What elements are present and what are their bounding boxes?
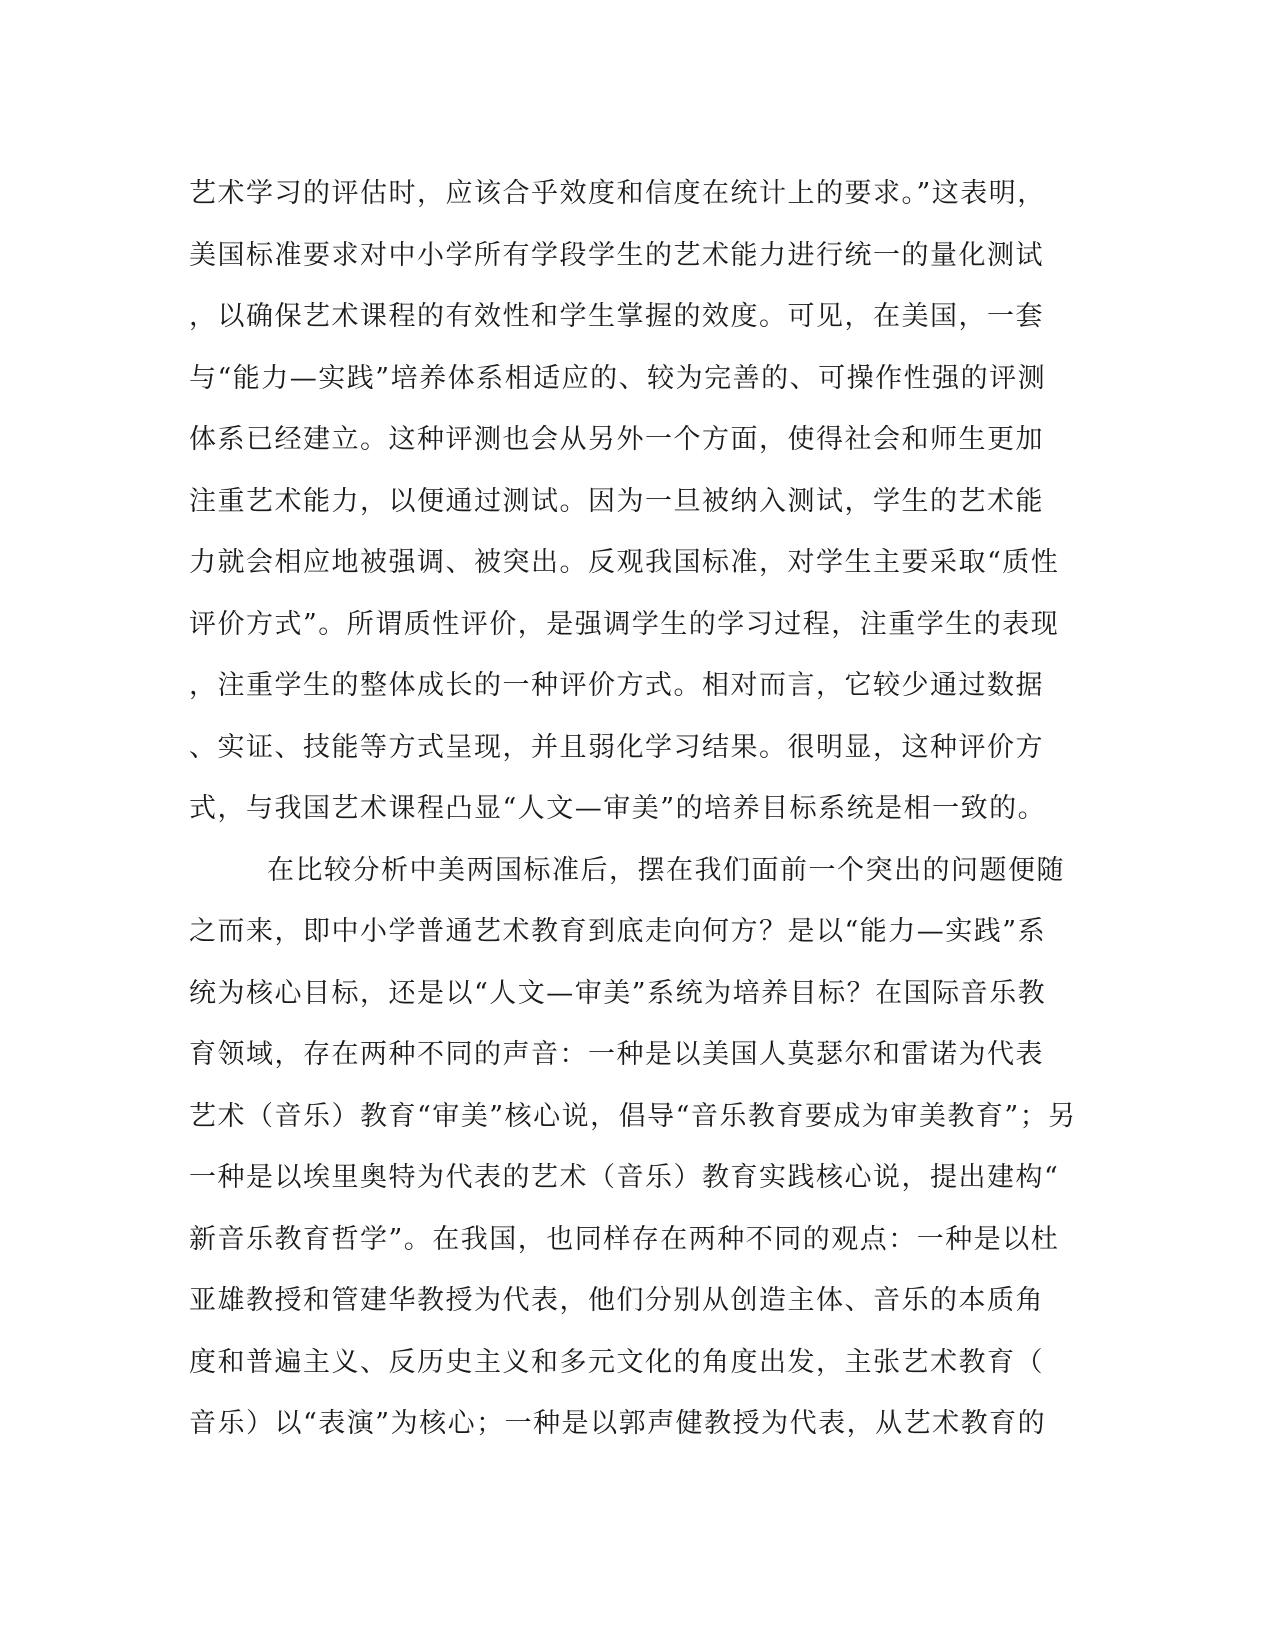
- text-line: 之而来，即中小学普通艺术教育到底走向何方？是以“能力—实践”系: [189, 916, 1047, 947]
- text-line: 音乐）以“表演”为核心；一种是以郭声健教授为代表，从艺术教育的: [189, 1408, 1047, 1439]
- text-line: 与“能力—实践”培养体系相适应的、较为完善的、可操作性强的评测: [189, 362, 1047, 394]
- text-line: 一种是以埃里奥特为代表的艺术（音乐）教育实践核心说，提出建构“: [189, 1162, 1060, 1193]
- text-line: 艺术学习的评估时，应该合乎效度和信度在统计上的要求。”这表明，: [189, 178, 1046, 209]
- text-line: ，注重学生的整体成长的一种评价方式。相对而言，它较少通过数据: [189, 670, 1044, 701]
- text-line: 统为核心目标，还是以“人文—审美”系统为培养目标？在国际音乐教: [189, 977, 1047, 1009]
- text-line: 艺术（音乐）教育“审美”核心说，倡导“音乐教育要成为审美教育”；另: [189, 1100, 1077, 1132]
- paragraph-start-line: 在比较分析中美两国标准后，摆在我们面前一个突出的问题便随: [267, 854, 1065, 886]
- text-line: 新音乐教育哲学”。在我国，也同样存在两种不同的观点：一种是以杜: [189, 1223, 1060, 1255]
- text-line: 评价方式”。所谓质性评价，是强调学生的学习过程，注重学生的表现: [189, 608, 1060, 640]
- body-text: [189, 163, 1089, 1455]
- text-line: 、实证、技能等方式呈现，并且弱化学习结果。很明显，这种评价方: [189, 731, 1044, 763]
- text-line: 度和普遍主义、反历史主义和多元文化的角度出发，主张艺术教育（: [189, 1346, 1044, 1378]
- text-line: ，以确保艺术课程的有效性和学生掌握的效度。可见，在美国，一套: [189, 301, 1044, 332]
- text-line: 力就会相应地被强调、被突出。反观我国标准，对学生主要采取“质性: [189, 547, 1060, 578]
- text-line: 亚雄教授和管建华教授为代表，他们分别从创造主体、音乐的本质角: [189, 1285, 1044, 1316]
- text-line: 体系已经建立。这种评测也会从另外一个方面，使得社会和师生更加: [189, 424, 1044, 455]
- text-line: 美国标准要求对中小学所有学段学生的艺术能力进行统一的量化测试: [189, 239, 1044, 271]
- text-line: 式，与我国艺术课程凸显“人文—审美”的培养目标系统是相一致的。: [189, 793, 1047, 824]
- text-line: 育领域，存在两种不同的声音：一种是以美国人莫瑟尔和雷诺为代表: [189, 1039, 1044, 1070]
- text-line: 注重艺术能力，以便通过测试。因为一旦被纳入测试，学生的艺术能: [189, 485, 1044, 517]
